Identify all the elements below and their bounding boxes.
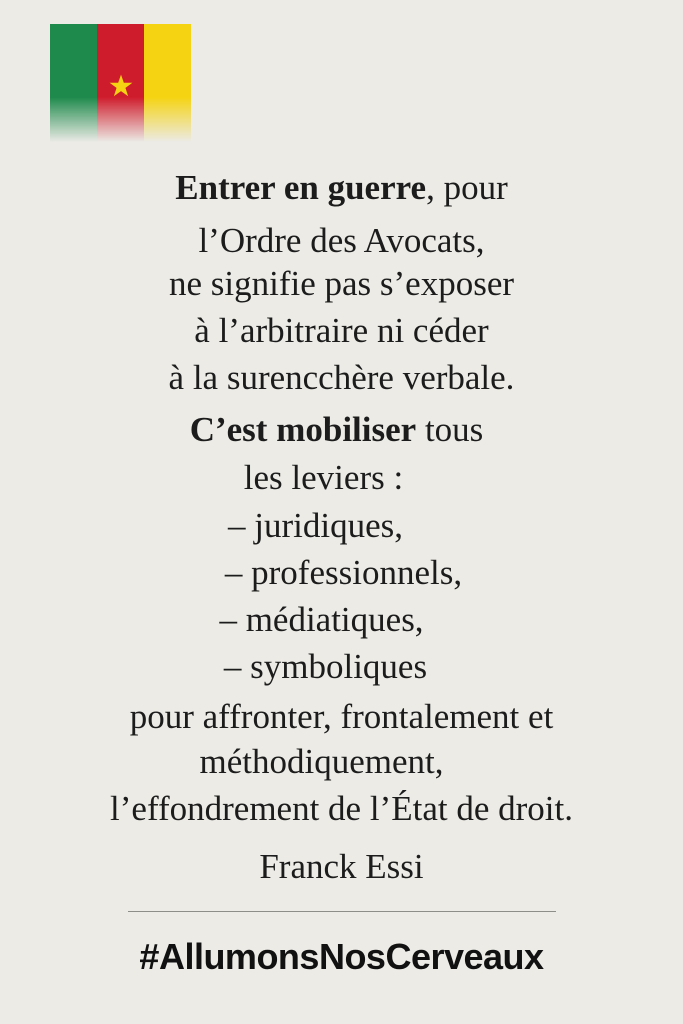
quote-line-13: méthodiquement, bbox=[199, 742, 444, 781]
hashtag: #AllumonsNosCerveaux bbox=[139, 936, 544, 977]
quote-line-12: pour affronter, frontalement et bbox=[129, 697, 554, 736]
divider bbox=[128, 911, 556, 912]
quote-line-5: à la surencchère verbale. bbox=[168, 358, 515, 397]
quote-list-item-symboliques: – symboliques bbox=[223, 647, 428, 686]
quote-list-item-mediatiques: – médiatiques, bbox=[219, 600, 424, 639]
author-name: Franck Essi bbox=[259, 847, 424, 886]
quote-text: tous bbox=[416, 410, 484, 449]
quote-bold-phrase-1: Entrer en guerre bbox=[175, 168, 427, 207]
flag-green-band bbox=[50, 24, 97, 142]
star-icon bbox=[108, 73, 134, 99]
quote-line-4: à l’arbitraire ni céder bbox=[194, 311, 489, 350]
quote-text: , pour bbox=[426, 168, 508, 207]
flag-yellow-band bbox=[144, 24, 191, 142]
quote-line-3: ne signifie pas s’exposer bbox=[168, 264, 515, 303]
flag-red-band bbox=[97, 24, 144, 142]
quote-line-6 bbox=[0, 410, 678, 450]
quote-line-14: l’effondrement de l’État de droit. bbox=[110, 789, 573, 828]
quote-line-1 bbox=[0, 168, 683, 208]
quote-line-2: l’Ordre des Avocats, bbox=[198, 221, 485, 260]
cameroon-flag-icon bbox=[50, 24, 191, 142]
quote-list-item-juridiques: – juridiques, bbox=[228, 506, 403, 545]
quote-bold-phrase-2: C’est mobiliser bbox=[189, 410, 417, 449]
quote-list-item-professionnels: – professionnels, bbox=[224, 553, 463, 592]
quote-line-7: les leviers : bbox=[243, 458, 404, 497]
